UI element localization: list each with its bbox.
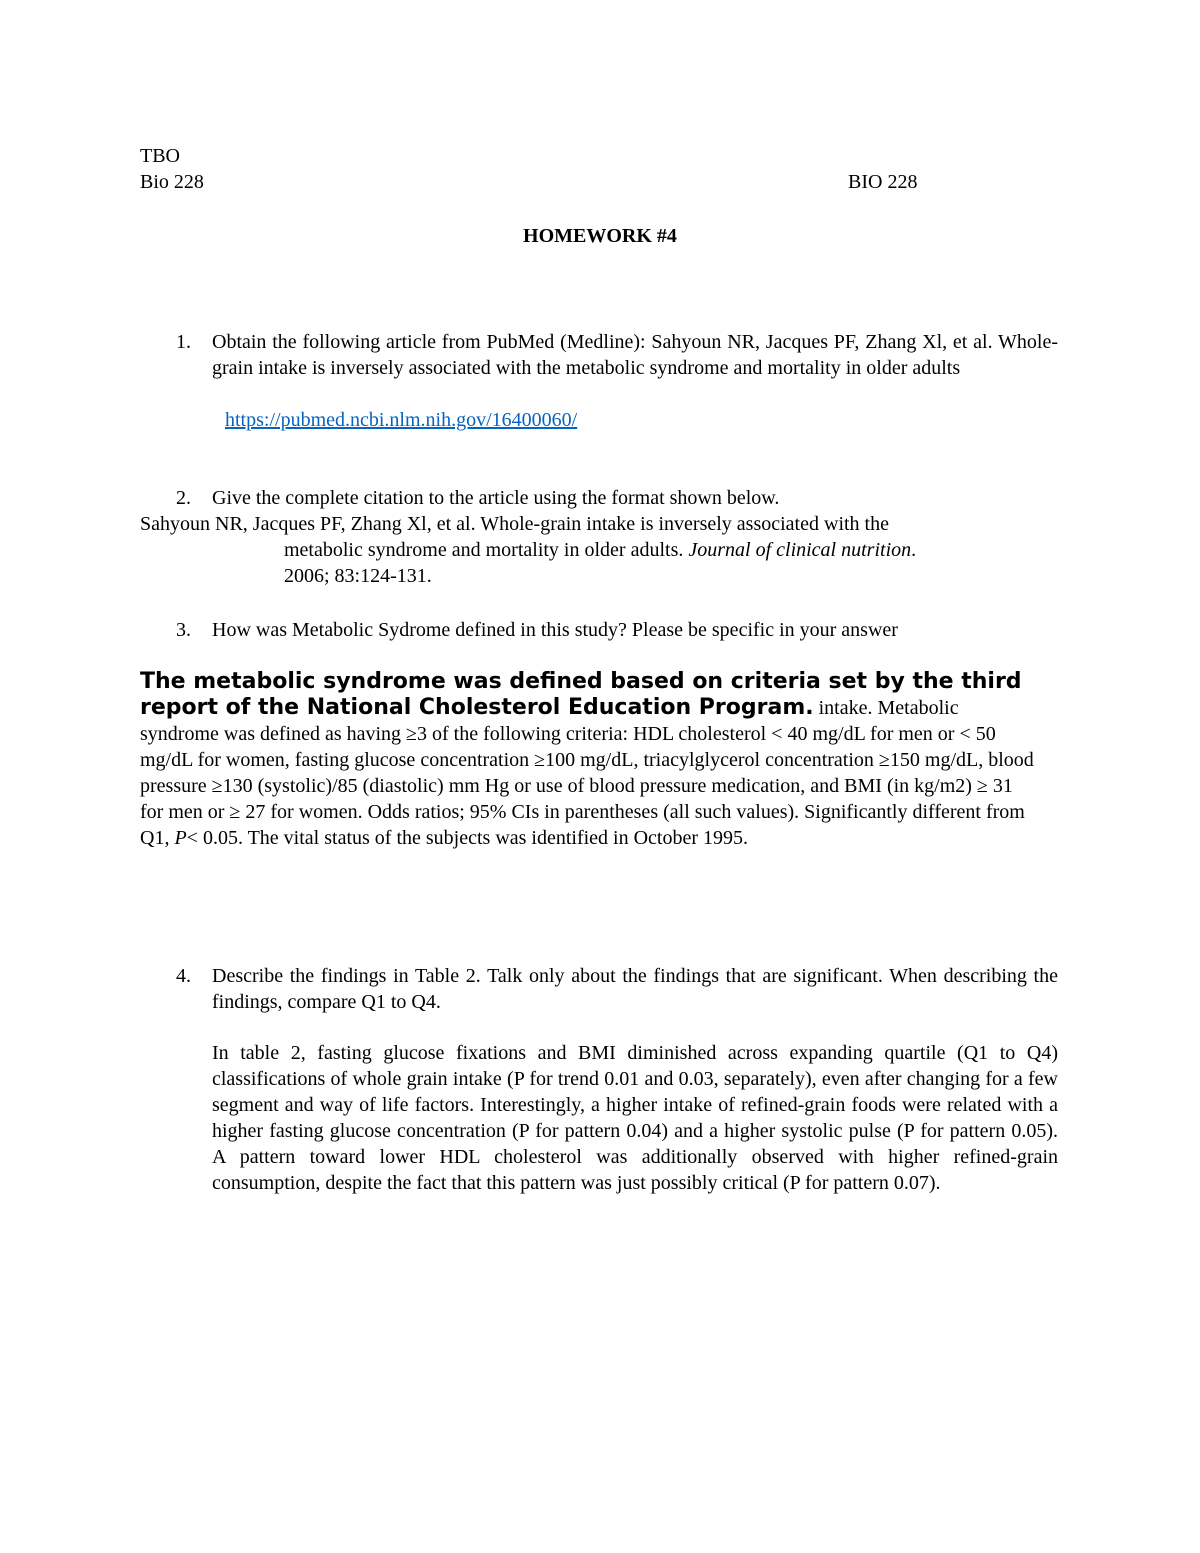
question-4-text: Describe the findings in Table 2. Talk only about the findings that are significant. When describing the findings, compare Q1 to Q4. [212, 965, 1058, 1013]
answer-3-tail: < 0.05. The vital status of the subjects was identified in October 1995. [186, 827, 749, 849]
answer-3-p-symbol: P [174, 827, 187, 849]
question-1-number: 1. [176, 331, 191, 353]
citation-line-3: 2006; 83:124-131. [284, 565, 432, 587]
course-code-left: Bio 228 [140, 171, 204, 193]
question-4-answer: In table 2, fasting glucose fixations and BMI diminished across expanding quartile (Q1 to Q4) classifications of whole grain intake (P for trend 0.01 and 0.03, separately), even after changing for a few segment and way of life factors. Interestingly, a higher intake of refined-grain foods were related with a higher fasting glucose concentration (P for pattern 0.04) and a higher systolic pulse (P for pattern 0.05). A pattern toward lower HDL cholesterol was additionally observed with higher refined-grain consumption, despite the fact that this pattern was just possibly critical (P for pattern 0.07). [212, 1042, 1058, 1194]
question-3-text: How was Metabolic Sydrome defined in this study? Please be specific in your answer [212, 619, 898, 641]
answer-3-bold-lead: The metabolic syndrome was defined based on criteria set by the third report of the National Cholesterol Education Program. [140, 669, 1022, 720]
answer-3-body: intake. Metabolic syndrome was defined as having ≥3 of the following criteria: HDL cholesterol < 40 mg/dL for men or < 50 mg/dL for women, fasting glucose concentration ≥100 mg/dL, triacylglycerol concentration ≥150 mg/dL, blood pressure ≥130 (systolic)/85 (diastolic) mm Hg or use of blood pressure medication, and BMI (in kg/m2) ≥ 31 for men or ≥ 27 for women. Odds ratios; 95% CIs in parentheses (all such values). Significantly different from Q1, [140, 697, 1034, 849]
citation-authors-title: metabolic syndrome and mortality in older adults. [284, 539, 689, 561]
question-1-text: Obtain the following article from PubMed (Medline): Sahyoun NR, Jacques PF, Zhang Xl, et al. Whole-grain intake is inversely associated with the metabolic syndrome and mortality in older adults [212, 331, 1058, 379]
author-initials: TBO [140, 145, 180, 167]
question-3-number: 3. [176, 619, 191, 641]
question-2-text: Give the complete citation to the article using the format shown below. [212, 487, 780, 509]
citation-line-1: Sahyoun NR, Jacques PF, Zhang Xl, et al. Whole-grain intake is inversely associated with the [140, 513, 889, 535]
citation-period: . [911, 539, 917, 561]
page-title: HOMEWORK #4 [523, 225, 677, 247]
question-3-answer [140, 669, 1040, 851]
course-code-right: BIO 228 [848, 171, 918, 193]
citation-line-2 [284, 537, 916, 563]
question-2-number: 2. [176, 487, 191, 509]
citation-journal: Journal of clinical nutrition [688, 539, 912, 561]
question-4-number: 4. [176, 965, 191, 987]
pubmed-link[interactable]: https://pubmed.ncbi.nlm.nih.gov/16400060/ [225, 409, 578, 431]
